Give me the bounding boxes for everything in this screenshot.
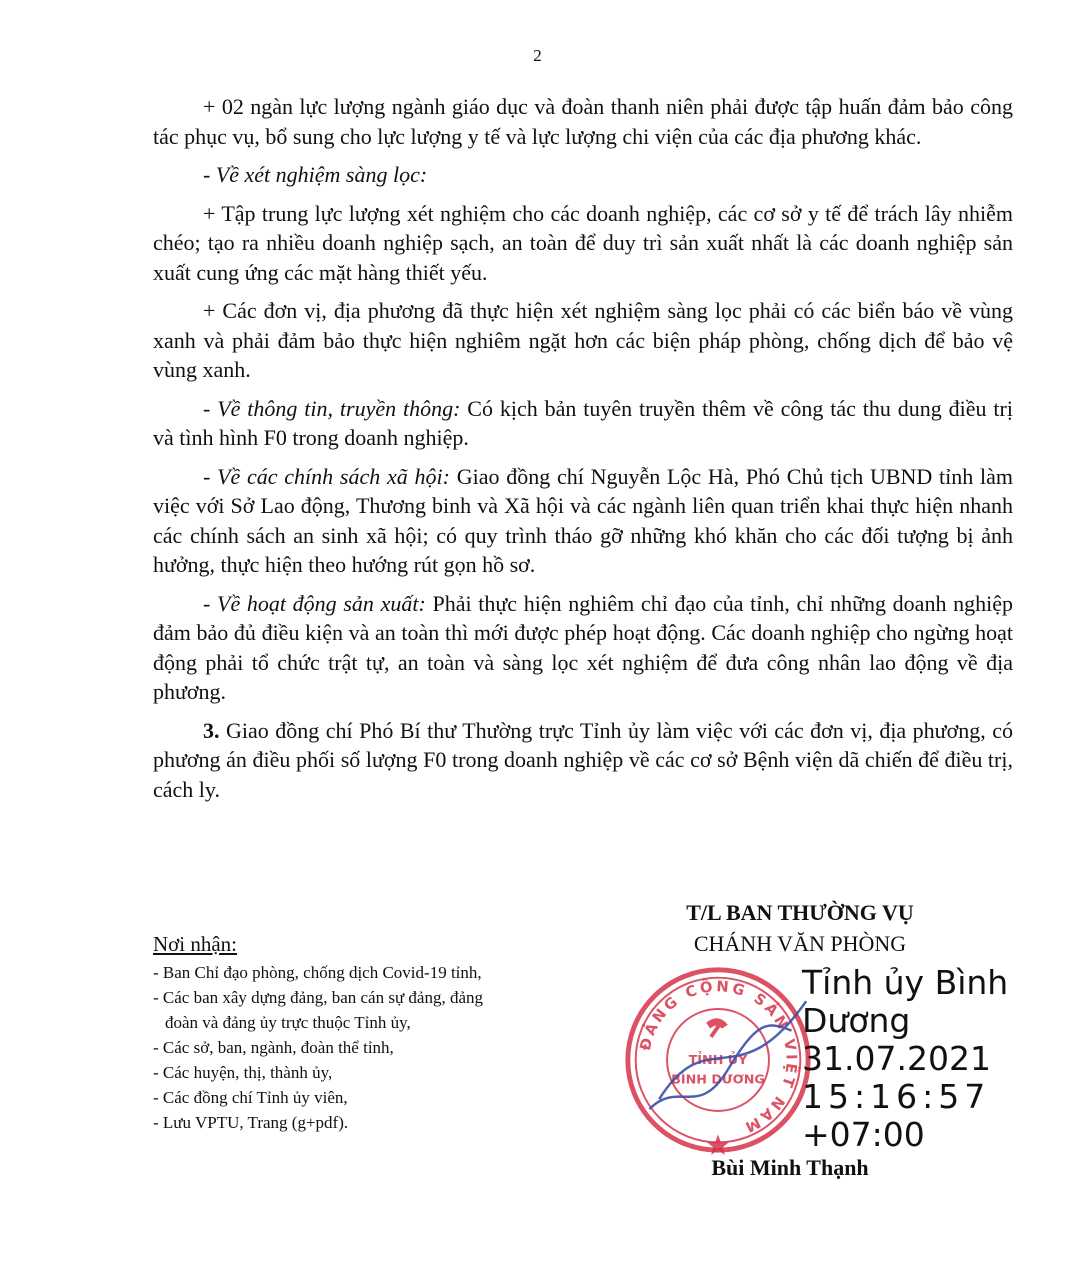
item-3-number: 3. — [203, 717, 220, 743]
social-policy-text: Giao đồng chí Nguyễn Lộc Hà, Phó Chủ tịch UBND tỉnh làm việc với Sở Lao động, Thương binh và Xã hội và các ngành liên quan triển khai thực hiện nhanh các chính sách an sinh xã hội; có quy trình tháo gỡ những khó khăn cho các đối tượng bị ảnh hưởng, thực hiện theo hướng rút gọn hồ sơ. — [153, 463, 1013, 577]
recipient-item: - Các sở, ban, ngành, đoàn thể tỉnh, — [153, 1038, 394, 1057]
official-seal-icon — [620, 962, 816, 1158]
recipient-item: - Các đồng chí Tỉnh ủy viên, — [153, 1088, 348, 1107]
item-3-text: Giao đồng chí Phó Bí thư Thường trực Tỉnh ủy làm việc với các đơn vị, địa phương, có phương án điều phối số lượng F0 trong doanh nghiệp về các cơ sở Bệnh viện dã chiến để điều trị, cách ly. — [153, 717, 1013, 802]
role-line-1: T/L BAN THƯỜNG VỤ — [686, 900, 914, 925]
recipients-title: Nơi nhận: — [153, 932, 238, 956]
recipient-item: - Các ban xây dựng đảng, ban cán sự đảng, đảng — [153, 988, 483, 1007]
production-lead: - Về hoạt động sản xuất: — [203, 590, 426, 616]
signer-name: Bùi Minh Thạnh — [711, 1155, 869, 1180]
digital-signature-date: 31.07.2021 — [802, 1039, 991, 1078]
communications-text: Có kịch bản tuyên truyền thêm về công tác thu dung điều trị và tình hình F0 trong doanh nghiệp. — [153, 395, 1013, 450]
digital-signature-line-2: Dương — [802, 1001, 911, 1040]
svg-text:BÌNH DƯƠNG: BÌNH DƯƠNG — [671, 1072, 765, 1088]
svg-text:TỈNH ỦY: TỈNH ỦY — [688, 1052, 748, 1068]
communications-lead: - Về thông tin, truyền thông: — [203, 395, 461, 421]
recipient-item: - Các huyện, thị, thành ủy, — [153, 1063, 333, 1082]
social-policy-lead: - Về các chính sách xã hội: — [203, 463, 450, 489]
page-number: 2 — [533, 46, 542, 65]
paragraph-green-zones: + Các đơn vị, địa phương đã thực hiện xét nghiệm sàng lọc phải có các biển báo về vùng xanh và phải đảm bảo thực hiện nghiêm ngặt hơn các biện pháp phòng, chống dịch để bảo vệ vùng xanh. — [153, 298, 1013, 382]
recipient-item: - Lưu VPTU, Trang (g+pdf). — [153, 1113, 349, 1132]
paragraph-item-3 — [153, 716, 1013, 805]
heading-screening-tests: - Về xét nghiệm sàng lọc: — [203, 162, 428, 187]
digital-signature-time: 15:16:57 — [802, 1077, 991, 1116]
digital-signature — [802, 964, 1042, 1154]
digital-signature-line-1: Tỉnh ủy Bình — [802, 963, 1009, 1002]
paragraph-production — [153, 589, 1013, 707]
digital-signature-timezone: +07:00 — [802, 1115, 925, 1154]
paragraph-testing-businesses: + Tập trung lực lượng xét nghiệm cho các doanh nghiệp, các cơ sở y tế để trách lây nhiễm chéo; tạo ra nhiều doanh nghiệp sạch, an toàn để duy trì sản xuất nhất là các doanh nghiệp sản xuất cung ứng các mặt hàng thiết yếu. — [153, 200, 1013, 285]
recipients-block — [153, 932, 613, 1135]
svg-text:ĐẢNG CỘNG SẢN VIỆT NAM: ĐẢNG CỘNG SẢN VIỆT NAM — [636, 978, 800, 1137]
document-body — [153, 92, 1013, 813]
paragraph-education-force: + 02 ngàn lực lượng ngành giáo dục và đoàn thanh niên phải được tập huấn đảm bảo công tác phục vụ, bổ sung cho lực lượng y tế và lực lượng chi viện của các địa phương khác. — [153, 94, 1013, 149]
recipient-item: đoàn và đảng ủy trực thuộc Tỉnh ủy, — [165, 1013, 411, 1032]
role-line-2: CHÁNH VĂN PHÒNG — [693, 931, 907, 956]
paragraph-communications — [153, 394, 1013, 453]
production-text: Phải thực hiện nghiêm chỉ đạo của tỉnh, chỉ những doanh nghiệp đảm bảo đủ điều kiện và an toàn thì mới được phép hoạt động. Các doanh nghiệp cho ngừng hoạt động phải tổ chức trật tự, an toàn và sàng lọc xét nghiệm để đưa công nhân lao động về địa phương. — [153, 590, 1013, 704]
recipient-item: - Ban Chỉ đạo phòng, chống dịch Covid-19 tỉnh, — [153, 963, 482, 982]
paragraph-social-policy — [153, 462, 1013, 580]
signature-role — [600, 897, 1000, 959]
